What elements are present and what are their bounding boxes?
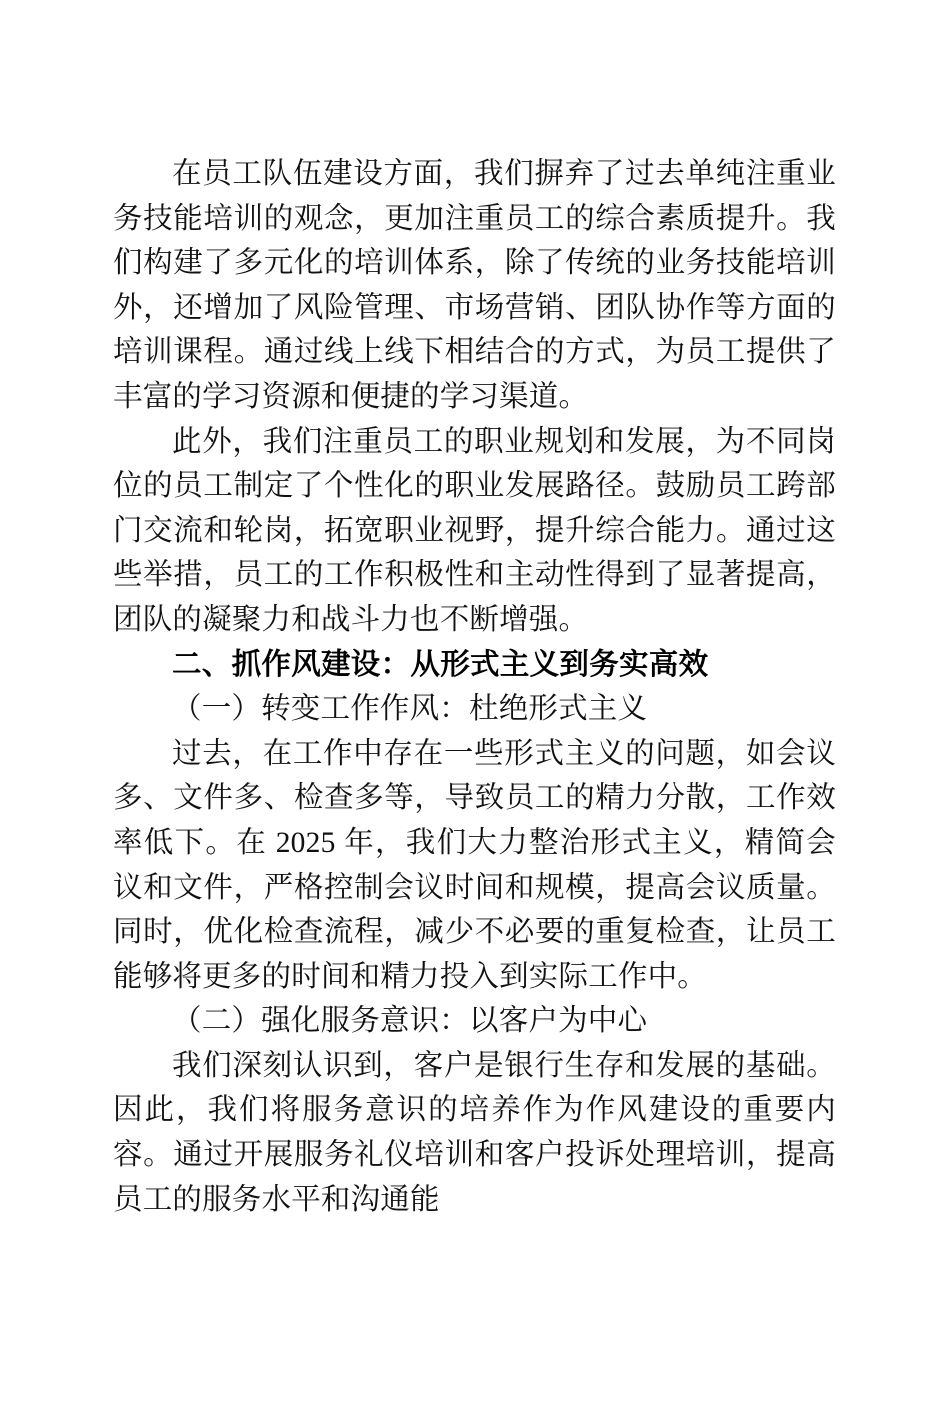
heading-subsection-one: （一）转变工作作风：杜绝形式主义 (172, 693, 648, 726)
paragraph-career-planning: 此外，我们注重员工的职业规划和发展，为不同岗位的员工制定了个性化的职业发展路径。鼓励员工跨部门交流和轮岗，拓宽职业视野，提升综合能力。通过这些举措，员工的工作积极性和主动性得到了显著提高，团队的凝聚力和战斗力也不断增强。 (113, 425, 836, 636)
paragraph-service-awareness: 我们深刻认识到，客户是银行生存和发展的基础。因此，我们将服务意识的培养作为作风建设的重要内容。通过开展服务礼仪培训和客户投诉处理培训，提高员工的服务水平和沟通能 (113, 1049, 836, 1216)
page-bottom-whitespace (113, 1222, 836, 1412)
heading-section-two: 二、抓作风建设：从形式主义到务实高效 (172, 647, 709, 681)
paragraph-formalism-rectification: 过去，在工作中存在一些形式主义的问题，如会议多、文件多、检查多等，导致员工的精力分散，工作效率低下。在 2025 年，我们大力整治形式主义，精简会议和文件，严格控制会议时间和规模，提高会议质量。同时，优化检查流程，减少不必要的重复检查，让员工能够将更多的时间和精力投入到实际工作中。 (113, 737, 836, 993)
heading-subsection-two: （二）强化服务意识：以客户为中心 (172, 1005, 648, 1038)
paragraph-staff-team-building: 在员工队伍建设方面，我们摒弃了过去单纯注重业务技能培训的观念，更加注重员工的综合素质提升。我们构建了多元化的培训体系，除了传统的业务技能培训外，还增加了风险管理、市场营销、团队协作等方面的培训课程。通过线上线下相结合的方式，为员工提供了丰富的学习资源和便捷的学习渠道。 (113, 158, 836, 413)
document-text-body (113, 152, 836, 1412)
